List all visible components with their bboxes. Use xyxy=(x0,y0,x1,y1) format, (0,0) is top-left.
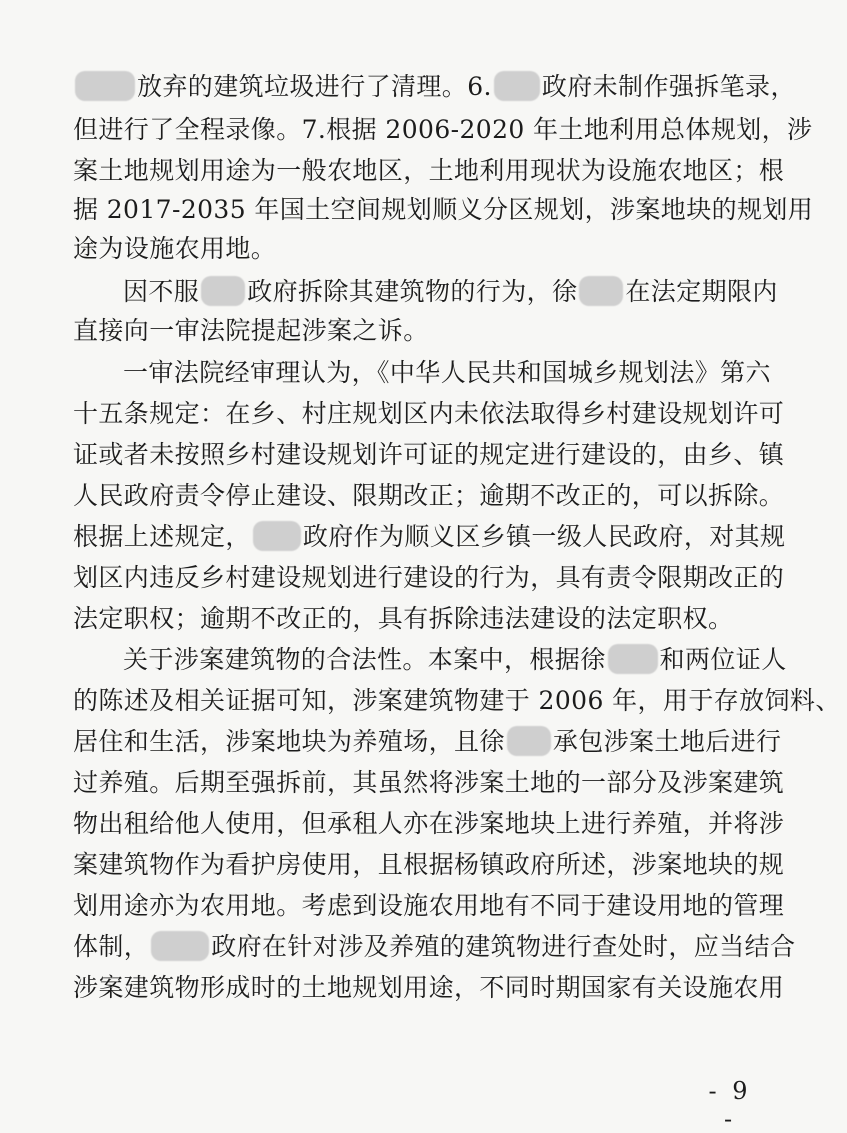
text-line xyxy=(73,971,785,1005)
text-segment: 证或者未按照乡村建设规划许可证的规定进行建设的，由乡、镇 xyxy=(73,440,785,469)
text-segment: 案土地规划用途为一般农地区，土地利用现状为设施农地区；根 xyxy=(73,156,785,185)
page-number: - 9 - xyxy=(708,1077,752,1133)
text-segment: 政府未制作强拆笔录， xyxy=(541,72,796,101)
text-segment: 政府在针对涉及养殖的建筑物进行查处时，应当结合 xyxy=(211,932,796,961)
text-segment: 案建筑物作为看护房使用，且根据杨镇政府所述，涉案地块的规 xyxy=(73,850,785,879)
text-line xyxy=(73,193,814,227)
text-line xyxy=(73,930,796,964)
text-segment: 人民政府责令停止建设、限期改正；逾期不改正的，可以拆除。 xyxy=(73,481,785,510)
text-line xyxy=(73,232,753,266)
text-segment: 划区内违反乡村建设规划进行建设的行为，具有责令限期改正的 xyxy=(73,563,785,592)
redaction-mark xyxy=(507,726,551,756)
text-line xyxy=(73,314,753,348)
text-line xyxy=(73,397,785,431)
redaction-mark xyxy=(253,521,301,551)
text-line xyxy=(123,643,787,677)
text-line xyxy=(73,889,785,923)
text-line xyxy=(73,520,786,554)
text-segment: 在法定期限内 xyxy=(625,277,778,306)
text-line xyxy=(73,70,796,104)
redaction-mark xyxy=(579,276,623,306)
text-segment: 法定职权；逾期不改正的，具有拆除违法建设的法定职权。 xyxy=(73,604,734,633)
text-segment: 政府作为顺义区乡镇一级人民政府，对其规 xyxy=(302,522,786,551)
text-line xyxy=(73,438,785,472)
text-segment: 涉案建筑物形成时的土地规划用途，不同时期国家有关设施农用 xyxy=(73,973,785,1002)
text-segment: 关于涉案建筑物的合法性。本案中，根据徐 xyxy=(123,645,606,674)
text-line xyxy=(73,807,785,841)
redaction-mark xyxy=(151,931,209,961)
text-line xyxy=(73,684,841,718)
text-segment: 一审法院经审理认为，《中华人民共和国城乡规划法》第六 xyxy=(123,358,771,387)
text-segment: 据 2017-2035 年国土空间规划顺义分区规划，涉案地块的规划用 xyxy=(73,195,814,224)
text-line xyxy=(73,602,753,636)
text-segment: 承包涉案土地后进行 xyxy=(552,727,782,756)
text-segment: 的陈述及相关证据可知，涉案建筑物建于 2006 年，用于存放饲料、 xyxy=(73,686,841,715)
text-line xyxy=(123,275,778,309)
redaction-mark xyxy=(75,71,135,101)
text-segment: 根据上述规定， xyxy=(73,522,251,551)
text-segment: 体制， xyxy=(73,932,150,961)
text-segment: 和两位证人 xyxy=(659,645,787,674)
text-line xyxy=(73,848,785,882)
text-segment: 十五条规定：在乡、村庄规划区内未依法取得乡村建设规划许可 xyxy=(73,399,785,428)
text-segment: 因不服 xyxy=(123,277,200,306)
text-line xyxy=(73,479,785,513)
text-line xyxy=(73,113,813,147)
text-line xyxy=(73,766,785,800)
text-segment: 划用途亦为农用地。考虑到设施农用地有不同于建设用地的管理 xyxy=(73,891,785,920)
text-segment: 居住和生活，涉案地块为养殖场，且徐 xyxy=(73,727,505,756)
text-segment: 物出租给他人使用，但承租人亦在涉案地块上进行养殖，并将涉 xyxy=(73,809,785,838)
text-segment: 政府拆除其建筑物的行为，徐 xyxy=(247,277,578,306)
redaction-mark xyxy=(494,71,540,101)
redaction-mark xyxy=(608,644,658,674)
redaction-mark xyxy=(201,276,245,306)
text-line xyxy=(73,154,785,188)
text-segment: 途为设施农用地。 xyxy=(73,234,277,263)
text-segment: 直接向一审法院提起涉案之诉。 xyxy=(73,316,429,345)
text-segment: 放弃的建筑垃圾进行了清理。6. xyxy=(137,72,492,101)
text-line xyxy=(73,561,785,595)
text-line xyxy=(73,725,782,759)
text-line xyxy=(123,356,771,390)
text-segment: 但进行了全程录像。7.根据 2006-2020 年土地利用总体规划，涉 xyxy=(73,115,813,144)
text-segment: 过养殖。后期至强拆前，其虽然将涉案土地的一部分及涉案建筑 xyxy=(73,768,785,797)
